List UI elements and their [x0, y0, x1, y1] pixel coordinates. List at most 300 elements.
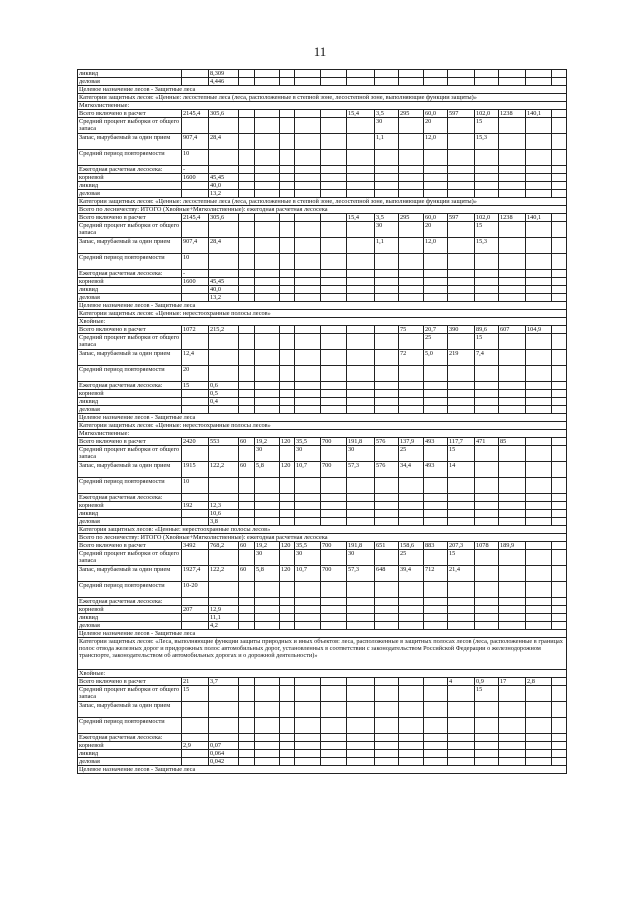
value-cell — [552, 214, 567, 222]
value-cell — [526, 70, 552, 78]
value-cell — [475, 70, 499, 78]
value-cell — [552, 686, 567, 702]
value-cell: 57,3 — [347, 566, 375, 582]
value-cell — [375, 406, 399, 414]
value-cell: 30 — [295, 550, 321, 566]
value-cell — [255, 510, 280, 518]
value-cell — [347, 78, 375, 86]
value-cell: 207 — [182, 606, 209, 614]
value-cell — [295, 214, 321, 222]
value-cell — [424, 598, 448, 606]
value-cell — [295, 134, 321, 150]
value-cell: 10,7 — [295, 566, 321, 582]
value-cell — [552, 326, 567, 334]
value-cell — [448, 294, 475, 302]
value-cell — [280, 382, 295, 390]
value-cell — [321, 222, 347, 238]
value-cell — [448, 150, 475, 166]
row-label-cell: деловая — [78, 406, 182, 414]
value-cell — [499, 598, 526, 606]
value-cell — [295, 182, 321, 190]
value-cell — [552, 118, 567, 134]
value-cell: 120 — [280, 438, 295, 446]
value-cell — [448, 614, 475, 622]
value-cell — [321, 702, 347, 718]
value-cell — [255, 390, 280, 398]
value-cell: 700 — [321, 438, 347, 446]
section-header-cell: Целевое назначение лесов - Защитные леса — [78, 414, 567, 422]
value-cell — [448, 398, 475, 406]
value-cell — [448, 494, 475, 502]
value-cell — [499, 502, 526, 510]
value-cell: 20 — [424, 222, 448, 238]
value-cell: 15 — [448, 446, 475, 462]
value-cell — [182, 398, 209, 406]
value-cell — [552, 390, 567, 398]
section-header-cell: Всего по лесничеству: ИТОГО (Хвойные+Мягколиственные): ежегодная расчетная лесосека — [78, 206, 567, 214]
value-cell — [280, 494, 295, 502]
row-label-cell: ликвид — [78, 614, 182, 622]
value-cell — [475, 270, 499, 278]
value-cell — [424, 678, 448, 686]
value-cell — [295, 622, 321, 630]
value-cell — [526, 438, 552, 446]
value-cell — [499, 510, 526, 518]
value-cell — [424, 742, 448, 750]
value-cell — [399, 238, 424, 254]
value-cell — [448, 78, 475, 86]
value-cell — [448, 598, 475, 606]
value-cell: 12,0 — [424, 238, 448, 254]
value-cell — [499, 278, 526, 286]
value-cell — [280, 294, 295, 302]
value-cell — [347, 598, 375, 606]
value-cell — [295, 334, 321, 350]
table-row — [78, 214, 567, 222]
value-cell — [399, 686, 424, 702]
value-cell: 2145,4 — [182, 214, 209, 222]
value-cell — [375, 606, 399, 614]
value-cell — [552, 566, 567, 582]
value-cell — [347, 718, 375, 734]
value-cell — [321, 758, 347, 766]
value-cell — [499, 550, 526, 566]
value-cell — [347, 406, 375, 414]
value-cell — [295, 78, 321, 86]
value-cell — [424, 390, 448, 398]
value-cell — [448, 254, 475, 270]
value-cell — [321, 110, 347, 118]
value-cell: 3,7 — [209, 678, 239, 686]
row-label-cell: Средний период повторяемости — [78, 478, 182, 494]
value-cell — [295, 294, 321, 302]
value-cell: 607 — [499, 326, 526, 334]
value-cell — [255, 78, 280, 86]
value-cell — [375, 278, 399, 286]
value-cell — [552, 750, 567, 758]
row-label-cell: Средний период повторяемости — [78, 254, 182, 270]
value-cell — [448, 734, 475, 742]
value-cell — [499, 518, 526, 526]
value-cell: 1600 — [182, 174, 209, 182]
value-cell — [475, 182, 499, 190]
value-cell — [255, 678, 280, 686]
value-cell — [295, 190, 321, 198]
value-cell — [182, 70, 209, 78]
value-cell — [255, 270, 280, 278]
value-cell: 13,2 — [209, 190, 239, 198]
table-row — [78, 702, 567, 718]
value-cell: 39,4 — [399, 566, 424, 582]
value-cell — [552, 382, 567, 390]
value-cell — [280, 750, 295, 758]
value-cell: 25 — [399, 446, 424, 462]
value-cell — [280, 110, 295, 118]
value-cell — [526, 542, 552, 550]
value-cell — [280, 502, 295, 510]
value-cell — [526, 254, 552, 270]
row-label-cell: Средний процент выборки от общего запаса — [78, 222, 182, 238]
value-cell — [280, 678, 295, 686]
value-cell: 12,0 — [424, 134, 448, 150]
value-cell — [552, 478, 567, 494]
value-cell — [552, 542, 567, 550]
value-cell — [347, 366, 375, 382]
value-cell: 30 — [255, 446, 280, 462]
value-cell — [448, 270, 475, 278]
allowable-cut-table — [77, 69, 567, 774]
value-cell — [347, 510, 375, 518]
value-cell — [295, 478, 321, 494]
value-cell — [552, 510, 567, 518]
value-cell — [499, 478, 526, 494]
value-cell — [239, 758, 255, 766]
value-cell — [499, 118, 526, 134]
value-cell: 122,2 — [209, 462, 239, 478]
value-cell: 30 — [347, 550, 375, 566]
value-cell — [209, 254, 239, 270]
value-cell: 19,2 — [255, 438, 280, 446]
value-cell: 700 — [321, 462, 347, 478]
table-row — [78, 78, 567, 86]
value-cell — [499, 718, 526, 734]
section-header-cell: Категории защитных лесов: «Леса, выполняющие функции защиты природных и иных объектов: леса, расположенные в защитных полосах лесов (леса, расположенные в границах полос отвода железных дорог и придорожных полос автомобильных дорог, установленных в соответствии с законодательством Российской Федерации о железнодорожном транспорте, законодательством об автомобильных дорогах и о дорожной деятельности)» — [78, 638, 567, 670]
value-cell — [526, 398, 552, 406]
value-cell — [424, 510, 448, 518]
value-cell — [499, 390, 526, 398]
value-cell — [526, 446, 552, 462]
value-cell — [321, 478, 347, 494]
value-cell: 3,5 — [375, 110, 399, 118]
value-cell — [552, 278, 567, 286]
value-cell — [255, 334, 280, 350]
value-cell — [255, 286, 280, 294]
value-cell — [424, 190, 448, 198]
value-cell — [399, 718, 424, 734]
value-cell — [399, 518, 424, 526]
value-cell — [475, 462, 499, 478]
value-cell — [499, 622, 526, 630]
value-cell — [526, 190, 552, 198]
value-cell — [475, 606, 499, 614]
table-row — [78, 294, 567, 302]
value-cell — [347, 734, 375, 742]
value-cell — [347, 190, 375, 198]
value-cell — [448, 686, 475, 702]
value-cell: 10 — [182, 150, 209, 166]
value-cell — [255, 214, 280, 222]
value-cell — [475, 294, 499, 302]
value-cell — [375, 190, 399, 198]
value-cell — [239, 446, 255, 462]
value-cell — [255, 110, 280, 118]
value-cell: 30 — [295, 446, 321, 462]
value-cell — [424, 278, 448, 286]
value-cell — [182, 190, 209, 198]
value-cell — [280, 606, 295, 614]
table-row — [78, 166, 567, 174]
value-cell: 28,4 — [209, 134, 239, 150]
value-cell — [239, 734, 255, 742]
section-header-cell: Категории защитных лесов: «Ценные: лесостепные леса (леса, расположенные в степной зоне, лесостепной зоне, выполняющие функции защиты)» — [78, 94, 567, 102]
value-cell — [552, 334, 567, 350]
table-row — [78, 182, 567, 190]
value-cell — [280, 366, 295, 382]
value-cell: 75 — [399, 326, 424, 334]
value-cell — [321, 286, 347, 294]
value-cell — [424, 622, 448, 630]
value-cell — [239, 222, 255, 238]
row-label-cell: Средний процент выборки от общего запаса — [78, 118, 182, 134]
value-cell — [526, 702, 552, 718]
value-cell — [295, 750, 321, 758]
value-cell — [475, 702, 499, 718]
value-cell — [526, 478, 552, 494]
value-cell — [424, 502, 448, 510]
value-cell — [526, 166, 552, 174]
value-cell — [347, 326, 375, 334]
value-cell — [375, 510, 399, 518]
row-label-cell: Ежегодная расчетная лесосека: — [78, 494, 182, 502]
value-cell: 15 — [448, 550, 475, 566]
value-cell — [499, 134, 526, 150]
value-cell — [321, 446, 347, 462]
value-cell — [424, 166, 448, 174]
value-cell — [399, 286, 424, 294]
value-cell — [182, 622, 209, 630]
value-cell — [255, 478, 280, 494]
value-cell — [255, 174, 280, 182]
value-cell — [475, 254, 499, 270]
value-cell — [280, 614, 295, 622]
value-cell — [347, 614, 375, 622]
value-cell — [499, 606, 526, 614]
value-cell — [475, 750, 499, 758]
value-cell — [321, 182, 347, 190]
row-label-cell: Запас, вырубаемый за один прием — [78, 238, 182, 254]
value-cell — [424, 494, 448, 502]
value-cell — [255, 518, 280, 526]
value-cell — [526, 582, 552, 598]
row-label-cell: Средний период повторяемости — [78, 718, 182, 734]
value-cell — [475, 582, 499, 598]
value-cell — [399, 278, 424, 286]
row-label-cell: деловая — [78, 758, 182, 766]
value-cell — [280, 254, 295, 270]
value-cell — [399, 222, 424, 238]
value-cell — [239, 510, 255, 518]
section-header-cell: Категория защитных лесов: «Ценные: нерестоохранные полосы лесов» — [78, 526, 567, 534]
table-row — [78, 478, 567, 494]
value-cell: 12,3 — [209, 502, 239, 510]
value-cell — [239, 294, 255, 302]
value-cell — [448, 286, 475, 294]
value-cell — [209, 150, 239, 166]
value-cell — [239, 182, 255, 190]
value-cell — [448, 70, 475, 78]
value-cell — [448, 510, 475, 518]
value-cell — [255, 278, 280, 286]
value-cell — [239, 174, 255, 182]
section-header-row — [78, 206, 567, 214]
value-cell — [552, 758, 567, 766]
row-label-cell: Запас, вырубаемый за один прием — [78, 134, 182, 150]
value-cell — [280, 78, 295, 86]
section-header-row — [78, 102, 567, 110]
value-cell — [280, 70, 295, 78]
value-cell: 651 — [375, 542, 399, 550]
value-cell — [552, 406, 567, 414]
value-cell — [347, 382, 375, 390]
value-cell: 11,1 — [209, 614, 239, 622]
value-cell — [347, 286, 375, 294]
value-cell — [375, 382, 399, 390]
value-cell — [182, 446, 209, 462]
value-cell — [255, 622, 280, 630]
value-cell: 189,9 — [499, 542, 526, 550]
value-cell — [295, 366, 321, 382]
value-cell — [255, 614, 280, 622]
value-cell — [375, 494, 399, 502]
value-cell — [280, 326, 295, 334]
value-cell — [295, 686, 321, 702]
value-cell — [295, 718, 321, 734]
value-cell — [526, 350, 552, 366]
value-cell: 3492 — [182, 542, 209, 550]
value-cell — [182, 614, 209, 622]
value-cell — [209, 350, 239, 366]
value-cell — [424, 286, 448, 294]
value-cell — [399, 294, 424, 302]
value-cell — [526, 718, 552, 734]
value-cell — [347, 478, 375, 494]
value-cell — [448, 582, 475, 598]
value-cell — [347, 294, 375, 302]
value-cell — [239, 406, 255, 414]
page-number: 11 — [313, 44, 327, 59]
value-cell — [475, 190, 499, 198]
value-cell: 15 — [475, 334, 499, 350]
value-cell — [375, 518, 399, 526]
value-cell — [295, 350, 321, 366]
table-row — [78, 286, 567, 294]
value-cell — [209, 686, 239, 702]
value-cell — [255, 366, 280, 382]
value-cell — [255, 190, 280, 198]
row-label-cell: ликвид — [78, 398, 182, 406]
value-cell — [255, 494, 280, 502]
value-cell: 28,4 — [209, 238, 239, 254]
section-header-row — [78, 198, 567, 206]
value-cell — [209, 406, 239, 414]
value-cell — [526, 382, 552, 390]
value-cell — [399, 406, 424, 414]
value-cell — [321, 150, 347, 166]
value-cell: 219 — [448, 350, 475, 366]
value-cell — [295, 398, 321, 406]
value-cell: 0,5 — [209, 390, 239, 398]
value-cell — [448, 334, 475, 350]
table-row — [78, 438, 567, 446]
row-label-cell: Ежегодная расчетная лесосека: — [78, 166, 182, 174]
value-cell — [182, 406, 209, 414]
value-cell — [424, 734, 448, 742]
value-cell: 191,8 — [347, 542, 375, 550]
table-row — [78, 190, 567, 198]
value-cell — [280, 190, 295, 198]
value-cell — [399, 70, 424, 78]
value-cell — [375, 254, 399, 270]
section-header-row — [78, 430, 567, 438]
value-cell — [424, 702, 448, 718]
value-cell — [499, 446, 526, 462]
row-label-cell: Средний период повторяемости — [78, 150, 182, 166]
value-cell — [321, 326, 347, 334]
value-cell — [526, 174, 552, 182]
value-cell: 1078 — [475, 542, 499, 550]
row-label-cell: Всего включено в расчет — [78, 542, 182, 550]
value-cell — [375, 734, 399, 742]
value-cell — [424, 718, 448, 734]
value-cell: - — [182, 166, 209, 174]
value-cell — [375, 286, 399, 294]
value-cell — [375, 614, 399, 622]
table-row — [78, 238, 567, 254]
value-cell — [399, 502, 424, 510]
table-row — [78, 566, 567, 582]
value-cell — [182, 118, 209, 134]
value-cell — [321, 606, 347, 614]
section-header-cell: Хвойные: — [78, 670, 567, 678]
value-cell: 215,2 — [209, 326, 239, 334]
value-cell — [526, 510, 552, 518]
value-cell — [448, 118, 475, 134]
value-cell — [239, 238, 255, 254]
value-cell — [448, 718, 475, 734]
value-cell — [526, 182, 552, 190]
value-cell — [255, 606, 280, 614]
value-cell — [295, 110, 321, 118]
value-cell — [424, 78, 448, 86]
value-cell — [209, 270, 239, 278]
value-cell — [424, 270, 448, 278]
value-cell — [424, 518, 448, 526]
value-cell — [552, 462, 567, 478]
table-row — [78, 686, 567, 702]
value-cell — [526, 294, 552, 302]
value-cell — [448, 622, 475, 630]
value-cell — [499, 270, 526, 278]
